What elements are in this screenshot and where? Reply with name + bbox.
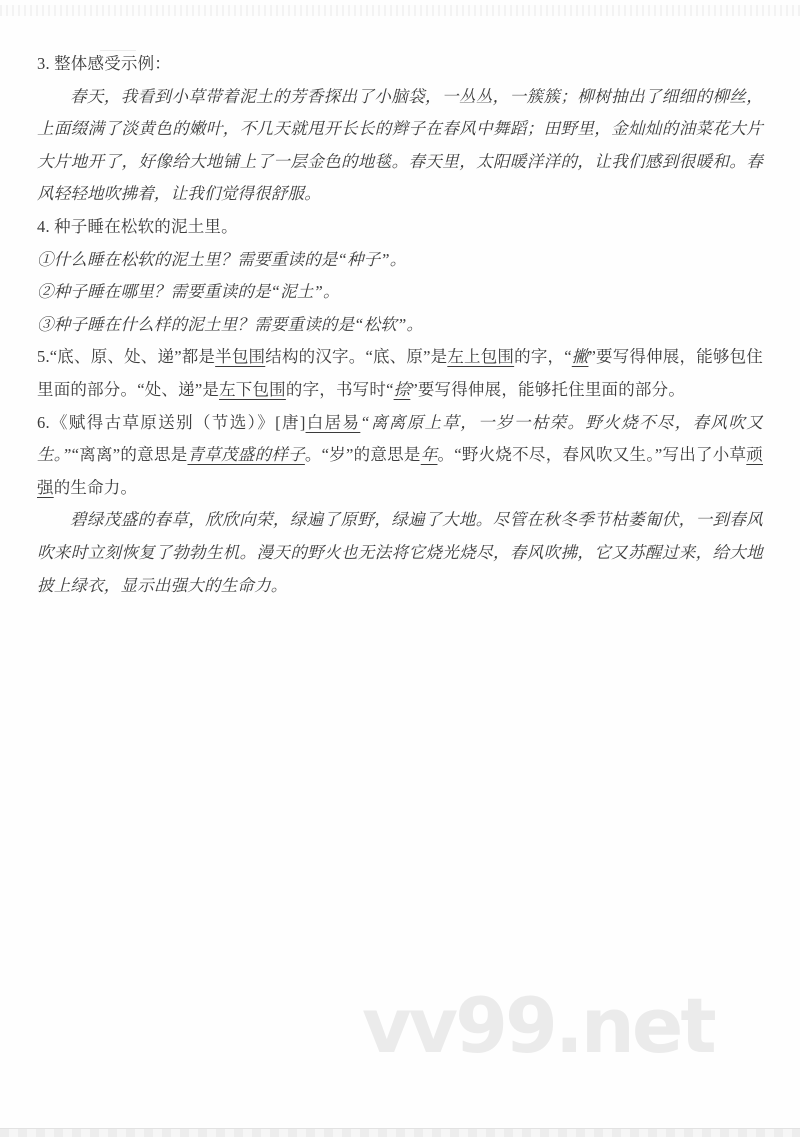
underlined-term: 青草茂盛的样子 <box>187 445 305 465</box>
scan-texture-top <box>0 5 800 16</box>
text-segment: 的字，“ <box>514 347 572 367</box>
text-segment: 的生命力。 <box>53 477 138 497</box>
text-segment: 。“岁”的意思是 <box>304 445 421 465</box>
text-segment: “离离原上草，一岁一枯荣。野火烧不尽，春风吹又生。” <box>37 412 763 465</box>
paragraph <box>37 309 763 342</box>
underlined-term: 撇 <box>571 347 589 367</box>
text-segment: ”要写得伸展，能够托住里面的部分。 <box>410 379 686 399</box>
text-segment: ③种子睡在什么样的泥土里？需要重读的是“松软”。 <box>37 314 424 334</box>
text-segment: 的字，书写时“ <box>285 379 394 399</box>
text-segment: “离离”的意思是 <box>71 445 188 465</box>
text-segment: ①什么睡在松软的泥土里？需要重读的是“种子”。 <box>37 249 407 269</box>
underlined-term: 年 <box>420 445 438 465</box>
text-segment: ”要写得伸展，能够包住里面的部分。“处、递”是 <box>37 347 763 399</box>
text-segment: 3. 整体感受示例： <box>37 54 171 73</box>
paragraph <box>37 48 763 81</box>
paragraph <box>37 276 763 309</box>
scan-texture-bottom <box>0 1128 800 1137</box>
underlined-term: 左上包围 <box>447 347 515 367</box>
text-segment: 结构的汉字。“底、原”是 <box>265 347 448 367</box>
text-segment: ②种子睡在哪里？需要重读的是“泥土”。 <box>37 282 340 302</box>
paragraph <box>37 407 763 505</box>
underlined-term: 白居易 <box>305 412 361 432</box>
text-segment: 4. 种子睡在松软的泥土里。 <box>37 216 238 236</box>
text-segment: 5.“底、原、处、递”都是 <box>37 347 216 367</box>
text-segment: 6.《赋得古草原送别（节选）》[唐] <box>37 412 306 432</box>
watermark: vv99.net <box>362 981 714 1070</box>
underlined-term: 半包围 <box>215 347 266 367</box>
underlined-term: 顽强 <box>37 445 763 497</box>
underlined-term: 左下包围 <box>219 379 286 399</box>
paragraph <box>37 504 763 602</box>
underlined-term: 捺 <box>393 379 411 399</box>
text-segment: 春天，我看到小草带着泥土的芳香探出了小脑袋，一丛丛，一簇簇；柳树抽出了细细的柳丝，上面缀满了淡黄色的嫩叶，不几天就甩开长长的辫子在春风中舞蹈；田野里，金灿灿的油菜花大片大片地开了，好像给大地铺上了一层金色的地毯。春天里，太阳暖洋洋的，让我们感到很暖和。春风轻轻地吹拂着，让我们觉得很舒服。 <box>37 86 763 204</box>
document-content <box>37 48 763 602</box>
paragraph <box>37 211 763 244</box>
paragraph <box>37 81 763 211</box>
paragraph <box>37 244 763 277</box>
text-segment: 。“野火烧不尽，春风吹又生。”写出了小草 <box>437 445 747 465</box>
text-segment: 碧绿茂盛的春草，欣欣向荣，绿遍了原野，绿遍了大地。尽管在秋冬季节枯萎匍伏，一到春风吹来时立刻恢复了勃勃生机。漫天的野火也无法将它烧光烧尽，春风吹拂，它又苏醒过来，给大地披上绿衣，显示出强大的生命力。 <box>37 510 763 595</box>
paragraph <box>37 341 763 406</box>
